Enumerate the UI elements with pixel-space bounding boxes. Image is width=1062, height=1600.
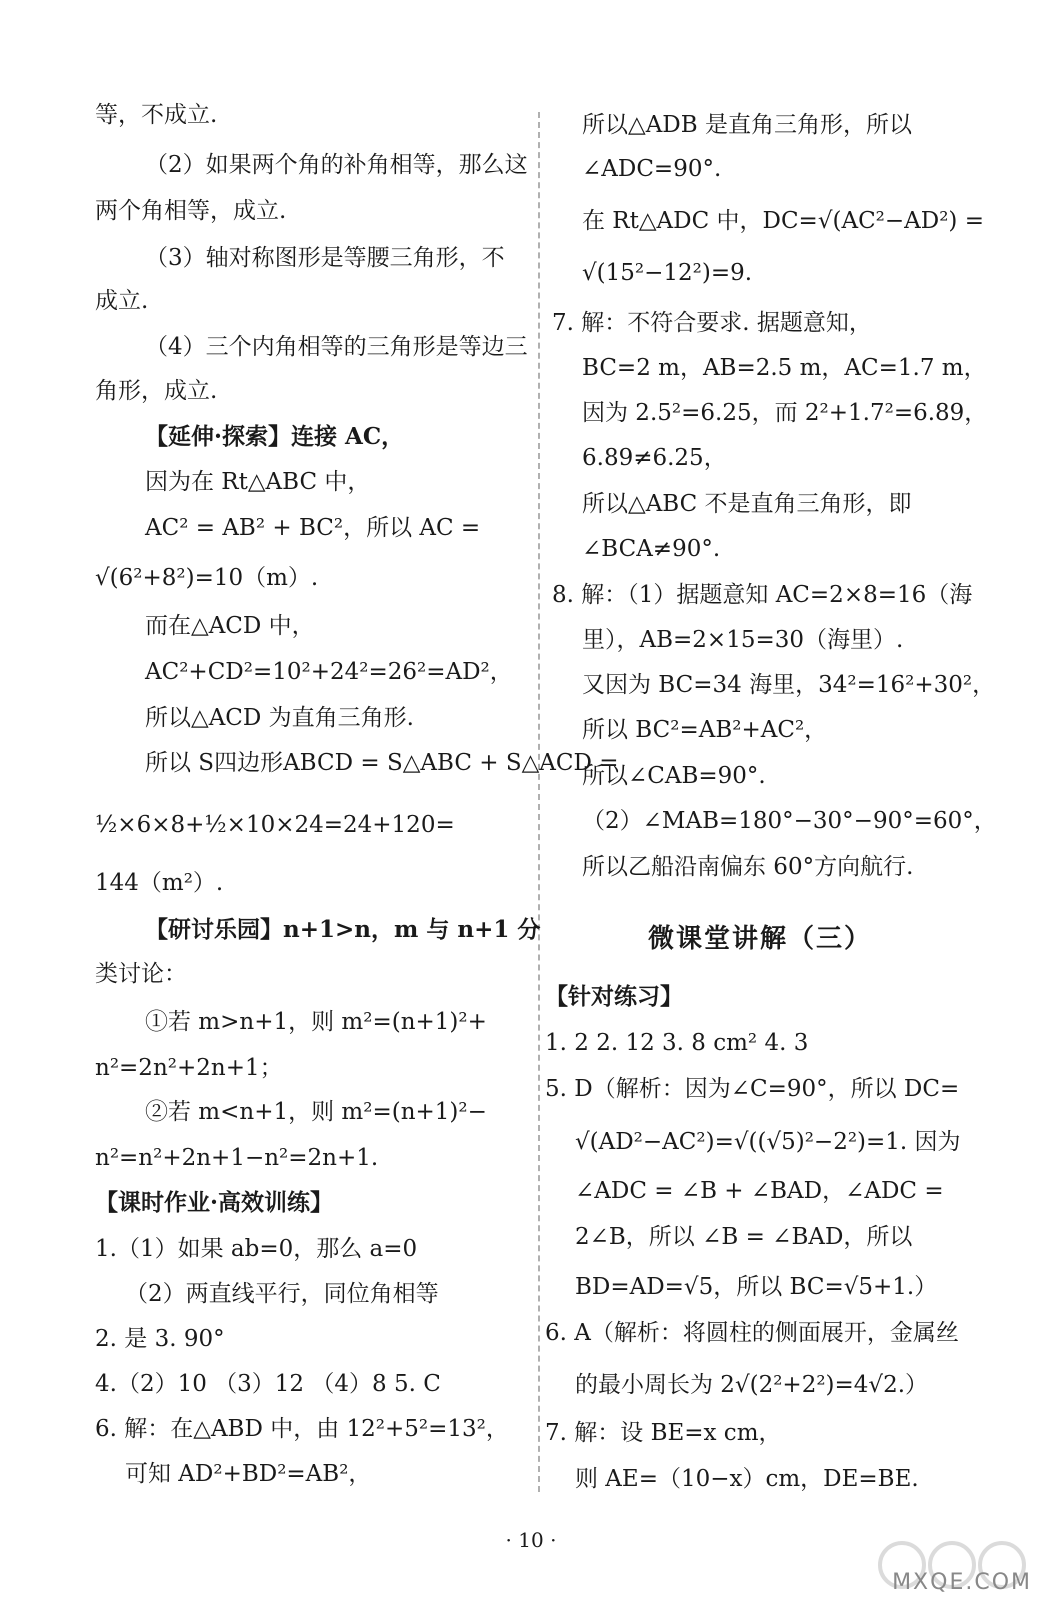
text-line: 因为 2.5²=6.25，而 2²+1.7²=6.89， [582, 400, 988, 426]
text-line: AC²+CD²=10²+24²=26²=AD²， [145, 659, 513, 685]
column-divider [538, 112, 540, 1492]
section-heading: 【研讨乐园】n+1>n，m 与 n+1 分 [145, 916, 541, 943]
text-line: 而在△ACD 中， [145, 613, 315, 639]
text-line: 所以 BC²=AB²+AC²， [582, 717, 828, 743]
text-line: 角形，成立. [95, 378, 218, 404]
text-line: AC² = AB² + BC²，所以 AC = [145, 515, 481, 541]
text-line: （2）如果两个角的补角相等，那么这 [145, 152, 528, 178]
text-line: 所以△ACD 为直角三角形. [145, 705, 414, 731]
text-line: 所以 S四边形ABCD = S△ABC + S△ACD = [145, 750, 619, 776]
text-line: 1.（1）如果 ab=0，那么 a=0 [95, 1236, 418, 1262]
text-line: 里），AB=2×15=30（海里）. [582, 627, 904, 653]
page-number: · 10 · [505, 1528, 557, 1552]
text-line: n²=n²+2n+1−n²=2n+1. [95, 1145, 379, 1171]
text-line: （3）轴对称图形是等腰三角形，不 [145, 245, 505, 271]
section-title: 微课堂讲解（三） [647, 924, 872, 954]
text-line: ②若 m<n+1，则 m²=(n+1)²− [145, 1099, 487, 1125]
text-line: 6. 解：在△ABD 中，由 12²+5²=13²， [95, 1416, 509, 1442]
text-line: 所以∠CAB=90°. [582, 763, 766, 789]
text-line: （4）三个内角相等的三角形是等边三 [145, 334, 528, 360]
text-line: BD=AD=√5，所以 BC=√5+1.） [575, 1274, 938, 1300]
text-line: 可知 AD²+BD²=AB²， [125, 1461, 372, 1487]
text-line: ∠ADC=90°. [582, 156, 722, 182]
text-line: 8. 解：（1）据题意知 AC=2×8=16（海 [552, 582, 973, 608]
text-line: 所以△ADB 是直角三角形，所以 [582, 112, 912, 138]
text-line: 又因为 BC=34 海里，34²=16²+30²， [582, 672, 996, 698]
section-heading: 【课时作业·高效训练】 [95, 1189, 334, 1216]
text-line: √(AD²−AC²)=√((√5)²−2²)=1. 因为 [575, 1129, 961, 1155]
text-line: ½×6×8+½×10×24=24+120= [95, 812, 455, 838]
text-line: √(6²+8²)=10（m）. [95, 565, 319, 591]
text-line: 4.（2）10 （3）12 （4）8 5. C [95, 1371, 441, 1397]
section-heading: 【针对练习】 [545, 983, 683, 1010]
text-line: 7. 解：设 BE=x cm， [545, 1420, 782, 1446]
text-line: ∠ADC = ∠B + ∠BAD，∠ADC = [575, 1178, 944, 1204]
text-line: 则 AE=（10−x）cm，DE=BE. [575, 1466, 919, 1492]
text-line: 所以△ABC 不是直角三角形，即 [582, 491, 912, 517]
text-line: 1. 2 2. 12 3. 8 cm² 4. 3 [545, 1030, 809, 1056]
text-line: （2）两直线平行，同位角相等 [125, 1281, 439, 1307]
text-line: BC=2 m，AB=2.5 m，AC=1.7 m， [582, 355, 987, 381]
text-line: ∠BCA≠90°. [582, 536, 721, 562]
text-line: （2）∠MAB=180°−30°−90°=60°， [582, 808, 997, 834]
text-line: 5. D（解析：因为∠C=90°，所以 DC= [545, 1076, 960, 1102]
text-line: n²=2n²+2n+1； [95, 1055, 283, 1081]
text-line: √(15²−12²)=9. [582, 260, 753, 286]
section-heading: 【延伸·探索】连接 AC， [145, 423, 405, 450]
text-line: 144（m²）. [95, 870, 224, 896]
text-line: 7. 解：不符合要求. 据题意知， [552, 310, 872, 336]
text-line: 2. 是 3. 90° [95, 1326, 225, 1352]
text-line: 6.89≠6.25， [582, 445, 727, 471]
text-line: 所以乙船沿南偏东 60°方向航行. [582, 854, 914, 880]
watermark-text: MXQE.COM [892, 1570, 1032, 1595]
text-line: 等，不成立. [95, 102, 218, 128]
text-line: 因为在 Rt△ABC 中， [145, 469, 371, 495]
text-line: 两个角相等，成立. [95, 198, 287, 224]
text-line: 类讨论： [95, 961, 187, 987]
text-line: 的最小周长为 2√(2²+2²)=4√2.） [575, 1372, 929, 1398]
text-line: 在 Rt△ADC 中，DC=√(AC²−AD²) = [582, 208, 984, 234]
text-line: 成立. [95, 288, 149, 314]
text-line: ①若 m>n+1，则 m²=(n+1)²+ [145, 1009, 487, 1035]
text-line: 6. A（解析：将圆柱的侧面展开，金属丝 [545, 1320, 959, 1346]
text-line: 2∠B，所以 ∠B = ∠BAD，所以 [575, 1224, 913, 1250]
